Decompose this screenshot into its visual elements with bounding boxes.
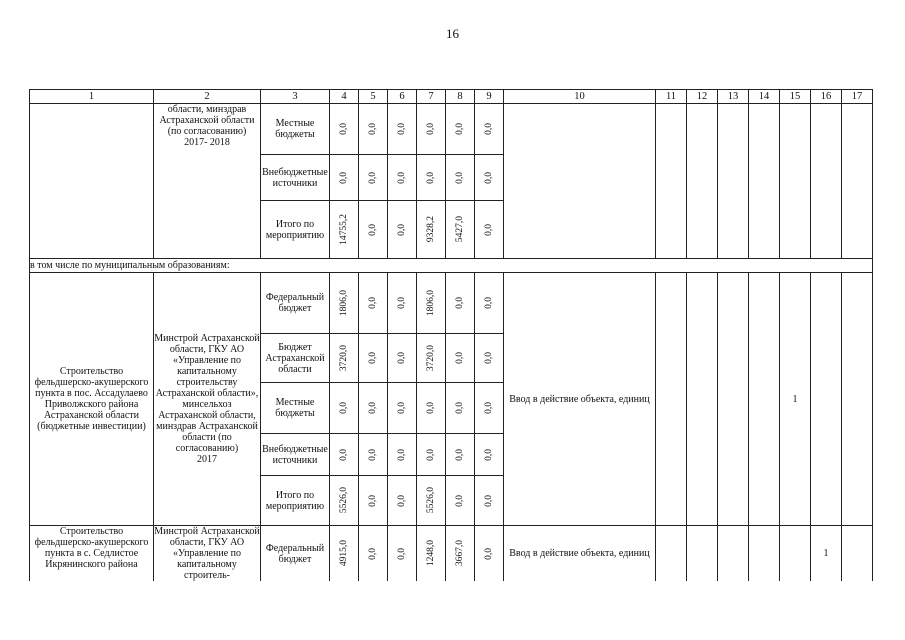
- value-cell: 1248,0: [417, 526, 446, 582]
- measure-name-cell: Строительство фельдшерско-акушерского пункта в пос. Ассадулаево Приволжского района Астраханской области (бюджетные инвестиции): [30, 273, 154, 526]
- value-cell: 0,0: [388, 155, 417, 201]
- header-cell: 6: [388, 90, 417, 104]
- value-cell: 0,0: [330, 155, 359, 201]
- value-cell: 0,0: [388, 104, 417, 155]
- value-cell: 3667,0: [446, 526, 475, 582]
- header-cell: 1: [30, 90, 154, 104]
- year-cell: [718, 104, 749, 259]
- table-row: [30, 526, 873, 582]
- funding-source: Внебюджетные источники: [261, 434, 330, 476]
- funding-source: Бюджет Астраханской области: [261, 334, 330, 383]
- year-cell: [780, 104, 811, 259]
- value-cell: 9328,2: [417, 201, 446, 259]
- value-cell: 0,0: [446, 434, 475, 476]
- value-cell: 0,0: [330, 104, 359, 155]
- year-cell: [842, 526, 873, 582]
- header-cell: 14: [749, 90, 780, 104]
- funding-source: Местные бюджеты: [261, 104, 330, 155]
- header-cell: 3: [261, 90, 330, 104]
- header-cell: 5: [359, 90, 388, 104]
- year-cell: 1: [780, 273, 811, 526]
- value-cell: 0,0: [446, 155, 475, 201]
- year-cell: [656, 104, 687, 259]
- value-cell: 0,0: [330, 434, 359, 476]
- value-cell: 0,0: [359, 104, 388, 155]
- value-cell: 0,0: [417, 155, 446, 201]
- value-cell: 3720,0: [330, 334, 359, 383]
- value-cell: 0,0: [446, 476, 475, 526]
- year-cell: [811, 273, 842, 526]
- value-cell: 0,0: [446, 334, 475, 383]
- measure-name-cell: [30, 104, 154, 259]
- year-cell: [842, 273, 873, 526]
- year-cell: [718, 273, 749, 526]
- value-cell: 0,0: [359, 476, 388, 526]
- year-cell: [718, 526, 749, 582]
- value-cell: 0,0: [359, 155, 388, 201]
- value-cell: 0,0: [388, 334, 417, 383]
- value-cell: 0,0: [475, 383, 504, 434]
- indicator-cell: Ввод в действие объекта, единиц: [504, 273, 656, 526]
- header-cell: 7: [417, 90, 446, 104]
- header-cell: 11: [656, 90, 687, 104]
- value-cell: 1806,0: [330, 273, 359, 334]
- header-cell: 17: [842, 90, 873, 104]
- value-cell: 0,0: [388, 273, 417, 334]
- funding-source: Итого по мероприятию: [261, 476, 330, 526]
- executor-cell: области, минздрав Астраханской области (по согласованию) 2017- 2018: [154, 104, 261, 259]
- indicator-cell: Ввод в действие объекта, единиц: [504, 526, 656, 582]
- year-cell: [749, 273, 780, 526]
- header-cell: 12: [687, 90, 718, 104]
- value-cell: 4915,0: [330, 526, 359, 582]
- value-cell: 0,0: [475, 334, 504, 383]
- value-cell: 0,0: [359, 334, 388, 383]
- funding-source: Итого по мероприятию: [261, 201, 330, 259]
- program-table: [29, 89, 873, 581]
- value-cell: 5427,0: [446, 201, 475, 259]
- funding-source: Внебюджетные источники: [261, 155, 330, 201]
- year-cell: [749, 526, 780, 582]
- measure-name-cell: Строительство фельдшерско-акушерского пункта в с. Седлистое Икрянинского района: [30, 526, 154, 582]
- year-cell: 1: [811, 526, 842, 582]
- value-cell: 0,0: [475, 273, 504, 334]
- header-row: [30, 90, 873, 104]
- header-cell: 16: [811, 90, 842, 104]
- value-cell: 0,0: [388, 476, 417, 526]
- value-cell: 0,0: [475, 104, 504, 155]
- value-cell: 0,0: [359, 201, 388, 259]
- value-cell: 0,0: [446, 104, 475, 155]
- header-cell: 2: [154, 90, 261, 104]
- year-cell: [811, 104, 842, 259]
- value-cell: 0,0: [330, 383, 359, 434]
- header-cell: 8: [446, 90, 475, 104]
- value-cell: 0,0: [388, 201, 417, 259]
- year-cell: [656, 526, 687, 582]
- year-cell: [687, 104, 718, 259]
- value-cell: 1806,0: [417, 273, 446, 334]
- section-row: [30, 259, 873, 273]
- section-title: в том числе по муниципальным образованиям:: [30, 259, 873, 273]
- funding-source: Федеральный бюджет: [261, 273, 330, 334]
- funding-source: Федеральный бюджет: [261, 526, 330, 582]
- year-cell: [749, 104, 780, 259]
- executor-cell: Минстрой Астраханской области, ГКУ АО «Управление по капитальному строитель-: [154, 526, 260, 581]
- indicator-cell: [504, 104, 656, 259]
- value-cell: 0,0: [446, 383, 475, 434]
- value-cell: 0,0: [359, 383, 388, 434]
- header-cell: 4: [330, 90, 359, 104]
- funding-source: Местные бюджеты: [261, 383, 330, 434]
- value-cell: 0,0: [388, 383, 417, 434]
- value-cell: 3720,0: [417, 334, 446, 383]
- table-row: [30, 104, 873, 155]
- value-cell: 0,0: [475, 155, 504, 201]
- value-cell: 0,0: [475, 201, 504, 259]
- header-cell: 15: [780, 90, 811, 104]
- year-cell: [656, 273, 687, 526]
- value-cell: 0,0: [359, 526, 388, 582]
- value-cell: 0,0: [417, 104, 446, 155]
- year-cell: [687, 526, 718, 582]
- value-cell: 0,0: [388, 434, 417, 476]
- table-row: [30, 273, 873, 334]
- value-cell: 0,0: [475, 476, 504, 526]
- year-cell: [780, 526, 811, 582]
- value-cell: 0,0: [475, 526, 504, 582]
- value-cell: 14755,2: [330, 201, 359, 259]
- header-cell: 13: [718, 90, 749, 104]
- value-cell: 0,0: [359, 434, 388, 476]
- year-cell: [842, 104, 873, 259]
- value-cell: 0,0: [359, 273, 388, 334]
- value-cell: 0,0: [446, 273, 475, 334]
- year-cell: [687, 273, 718, 526]
- page-number: 16: [446, 26, 459, 41]
- value-cell: 0,0: [417, 383, 446, 434]
- executor-cell: Минстрой Астраханской области, ГКУ АО «Управление по капитальному строительству Астраханской области», минсельхоз Астраханской области, минздрав Астраханской области (по согласованию) 2017: [154, 273, 261, 526]
- header-cell: 9: [475, 90, 504, 104]
- value-cell: 0,0: [417, 434, 446, 476]
- value-cell: 5526,0: [417, 476, 446, 526]
- value-cell: 5526,0: [330, 476, 359, 526]
- value-cell: 0,0: [388, 526, 417, 582]
- value-cell: 0,0: [475, 434, 504, 476]
- header-cell: 10: [504, 90, 656, 104]
